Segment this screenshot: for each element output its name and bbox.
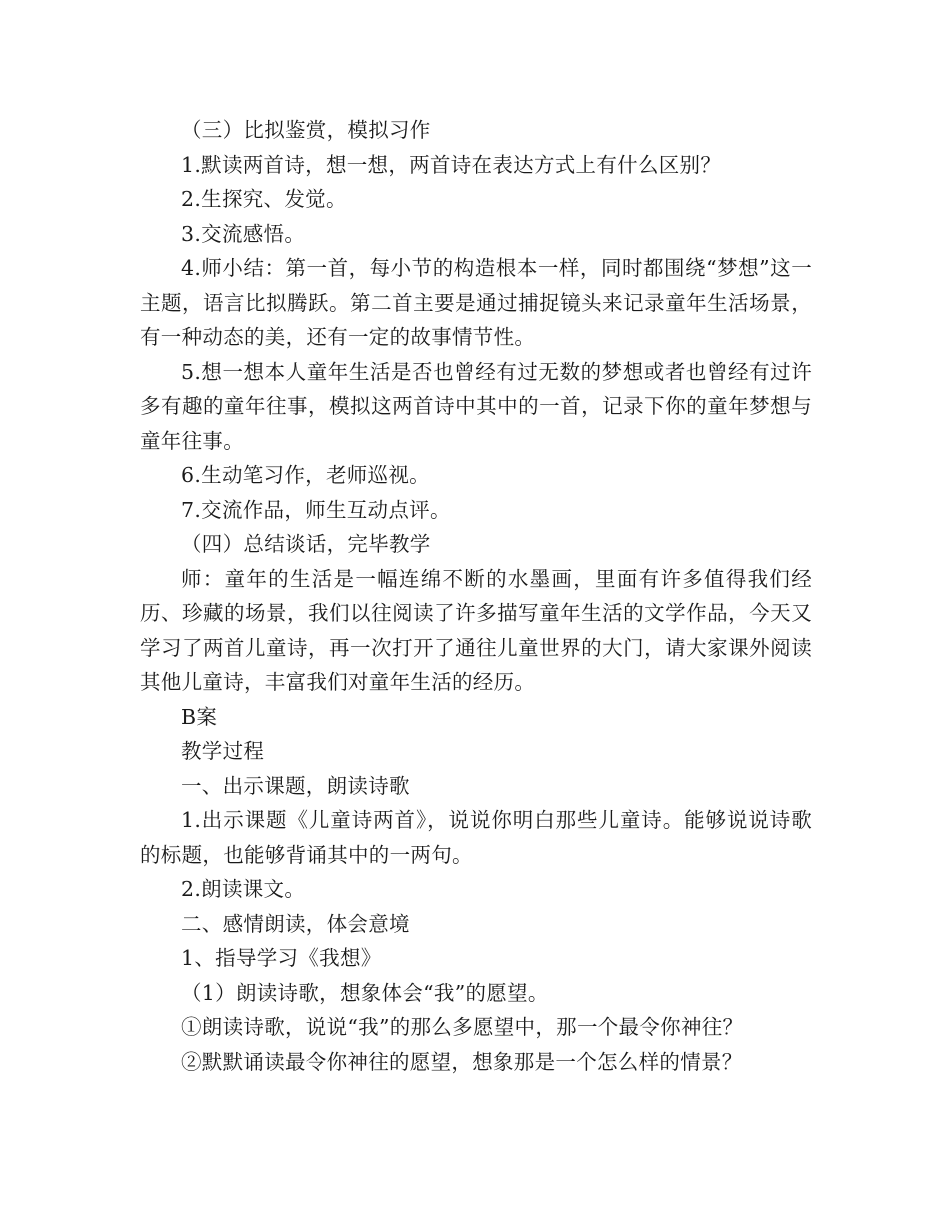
paragraph: 5.想一想本人童年生活是否也曾经有过无数的梦想或者也曾经有过许多有趣的童年往事，模拟这两首诗中其中的一首，记录下你的童年梦想与童年往事。	[140, 359, 812, 453]
section-heading: 二、感情朗读，体会意境	[181, 911, 410, 936]
section-heading-3: （三）比拟鉴赏，模拟习作	[181, 118, 431, 142]
paragraph: 6.生动笔习作，老师巡视。	[181, 463, 430, 487]
document-body	[140, 113, 812, 1079]
section-heading: 一、出示课题，朗读诗歌	[181, 773, 410, 798]
heading: 教学过程	[181, 739, 265, 763]
paragraph: 2.朗读课文。	[181, 877, 306, 901]
paragraph: 4.师小结：第一首，每小节的构造根本一样，同时都围绕“梦想”这一主题，语言比拟腾跃。第二首主要是通过捕捉镜头来记录童年生活场景，有一种动态的美，还有一定的故事情节性。	[140, 256, 812, 349]
paragraph: （1）朗读诗歌，想象体会“我”的愿望。	[181, 980, 549, 1005]
plan-heading: B案	[181, 704, 218, 729]
paragraph: 1.出示课题《儿童诗两首》，说说你明白那些儿童诗。能够说说诗歌的标题，也能够背诵其中的一两句。	[140, 808, 812, 867]
paragraph: 2.生探究、发觉。	[181, 187, 347, 211]
paragraph: ②默默诵读最令你神往的愿望，想象那是一个怎么样的情景？	[181, 1049, 743, 1074]
paragraph: 7.交流作品，师生互动点评。	[181, 497, 451, 522]
subsection-heading: 1、指导学习《我想》	[181, 946, 382, 970]
paragraph: ①朗读诗歌，说说“我”的那么多愿望中，那一个最令你神往？	[181, 1015, 744, 1039]
paragraph: 1.默读两首诗，想一想，两首诗在表达方式上有什么区别？	[181, 152, 722, 177]
section-heading-4: （四）总结谈话，完毕教学	[181, 532, 431, 556]
paragraph: 师：童年的生活是一幅连绵不断的水墨画，里面有许多值得我们经历、珍藏的场景，我们以往阅读了许多描写童年生活的文学作品，今天又学习了两首儿童诗，再一次打开了通往儿童世界的大门，请大家课外阅读其他儿童诗，丰富我们对童年生活的经历。	[140, 566, 812, 694]
paragraph: 3.交流感悟。	[181, 221, 306, 246]
